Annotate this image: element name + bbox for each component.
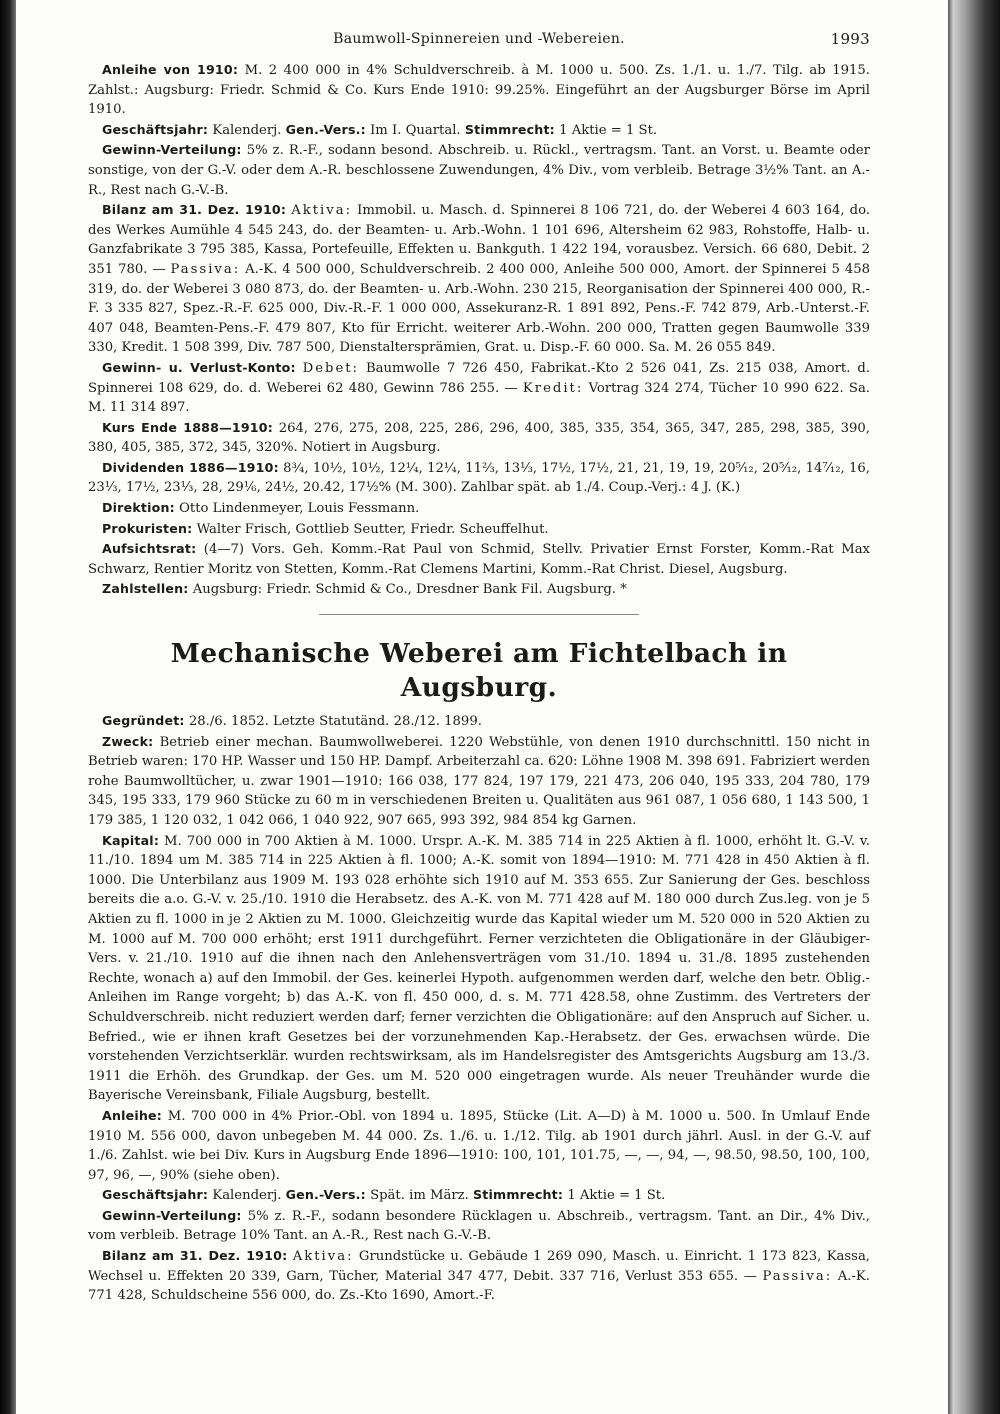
entry-kurs (88, 418, 870, 458)
label-bilanz-2: Bilanz am 31. Dez. 1910: (102, 1248, 288, 1264)
text-gewinn-verteilung: 5% z. R.-F., sodann besond. Abschreib. u. Rückl., vertragsm. Tant. an Vorst. u. Beamte oder sonstige, von der G.-V. oder dem A.-R. beschlossene Zuwendungen, 4% Div., vom verbleib. Betrage 3½% Tant. an A.-R., Rest nach G.-V.-B. (88, 143, 870, 198)
label-bilanz: Bilanz am 31. Dez. 1910: (102, 202, 287, 218)
text-aktiva: Immobil. u. Masch. d. Spinnerei 8 106 721, do. der Weberei 4 603 164, do. des Werkes Aumühle 4 545 243, do. der Beamten- u. Arb.-Wohn. 1 101 696, Altersheim 62 983, Rohstoffe, Halb- u. Ganzfabrikate 3 795 385, Kassa, Portefeuille, Effekten u. Bankguth. 1 422 194, vorausbez. Versich. 66 680, Debit. 2 351 780. — (88, 203, 871, 277)
label-kapital: Kapital: (102, 832, 160, 848)
entry-kapital (88, 831, 870, 1106)
entry-gegruendet (88, 711, 870, 732)
text-debet: Baumwolle 7 726 450, Fabrikat.-Kto 2 526 041, Zs. 215 038, Amort. d. Spinnerei 108 629, do. d. Weberei 62 480, Gewinn 786 255. — (88, 360, 870, 396)
label-genvers: Gen.-Vers.: (285, 121, 366, 137)
text-kredit: Vortrag 324 274, Tücher 10 990 622. Sa. M. 11 314 897. (88, 380, 871, 416)
text-dividenden: 8¾, 10½, 10½, 12¼, 12¼, 11⅔, 13⅓, 17½, 17½, 21, 21, 19, 19, 20⁵⁄₁₂, 20⁵⁄₁₂, 14⁷⁄₁₂, 16, 23⅓, 17½, 23⅓, 28, 29⅙, 24½, 20.42, 17½% (M. 300). Zahlbar spät. ab 1./4. Coup.-Verj.: 4 J. (K.) (88, 460, 870, 496)
scan-edge-left (0, 0, 16, 1414)
entry-bilanz (88, 200, 870, 358)
text-passiva-2: A.-K. 771 428, Schuldscheine 556 000, do. Zs.-Kto 1690, Amort.-F. (88, 1268, 870, 1304)
label-geschaeftsjahr: Geschäftsjahr: (102, 121, 209, 137)
text-genvers-2: Spät. im März. (370, 1188, 469, 1204)
text-geschaeftsjahr-2: Kalenderj. (212, 1188, 282, 1204)
text-prokuristen: Walter Frisch, Gottlieb Seutter, Friedr. Scheuffelhut. (196, 521, 549, 537)
label-zweck: Zweck: (102, 733, 154, 749)
text-anleihe: M. 700 000 in 4% Prior.-Obl. von 1894 u. 1895, Stücke (Lit. A—D) à M. 1000 u. 500. In Umlauf Ende 1910 M. 556 000, davon unbegeben M. 44 000. Zs. 1./6. u. 1./12. Tilg. ab 1901 durch jährl. Ausl. in der G.-V. auf 1./6. Zahlst. wie bei Div. Kurs in Augsburg Ende 1896—1910: 100, 101, 101.75, —, —, 94, —, 98.50, 98.50, 100, 100, 97, 96, —, 90% (siehe oben). (88, 1108, 870, 1183)
label-aufsichtsrat: Aufsichtsrat: (102, 541, 197, 557)
label-passiva-2: Passiva: (762, 1268, 833, 1284)
document-page (88, 30, 870, 1306)
label-passiva: Passiva: (170, 261, 241, 277)
entry-bilanz-2 (88, 1246, 870, 1306)
company-title: Mechanische Weberei am Fichtelbach in Augsburg. (170, 638, 788, 704)
running-header (88, 30, 870, 52)
label-aktiva-2: Aktiva: (292, 1249, 354, 1265)
label-prokuristen: Prokuristen: (102, 520, 193, 536)
text-stimmrecht: 1 Aktie = 1 St. (559, 122, 658, 138)
entry-dividenden (88, 458, 870, 498)
text-aufsichtsrat: (4—7) Vors. Geh. Komm.-Rat Paul von Schmid, Stellv. Privatier Ernst Forster, Komm.-Rat Max Schwarz, Rentier Moritz von Stetten, Komm.-Rat Clemens Martini, Komm.-Rat Christ. Diesel, Augsburg. (88, 542, 870, 577)
text-genvers: Im I. Quartal. (370, 122, 461, 138)
label-direktion: Direktion: (102, 500, 175, 516)
label-aktiva: Aktiva: (291, 203, 353, 219)
label-stimmrecht-2: Stimmrecht: (473, 1187, 564, 1203)
label-gewinn-verlust-konto: Gewinn- u. Verlust-Konto: (102, 359, 296, 375)
text-kapital: M. 700 000 in 700 Aktien à M. 1000. Urspr. A.-K. M. 385 714 in 225 Aktien à fl. 1000, erhöht lt. G.-V. v. 11./10. 1894 um M. 385 714 in 225 Aktien à fl. 1000; A.-K. somit von 1894—1910: M. 771 428 in 450 Aktien à fl. 1000. Die Unterbilanz aus 1909 M. 193 028 erhöhte sich 1910 auf M. 353 655. Zur Sanierung der Ges. beschloss bereits die a.o. G.-V. v. 25./10. 1910 die Herabsetz. des A.-K. von M. 771 428 auf M. 180 000 durch Zus.leg. von je 5 Aktien zu fl. 1000 in je 2 Aktien zu M. 1000. Gleichzeitig wurde das Kapital wieder um M. 520 000 in 520 Aktien zu M. 1000 auf M. 700 000 erhöht; erst 1911 durchgeführt. Ferner verzichteten die Obligationäre in der Gläubiger-Vers. v. 21./10. 1910 auf die ihnen nach den Anlehensverträgen vom 31./10. 1894 u. 31./8. 1895 zustehenden Rechte, wonach a) auf den Immobil. der Ges. keinerlei Hypoth. aufgenommen werden darf, welche den betr. Oblig.-Anleihen im Range vorgeht; b) das A.-K. von fl. 450 000, d. s. M. 771 428.58, ohne Zustimm. des Vertreters der Schuldverschreib. nicht reduziert werden darf; ferner verzichten die Obligationäre: auf den Anspruch auf Sicher. u. Befried., wie er ihnen kraft Gesetzes bei der vorzunehmenden Kap.-Herabsetz. der Ges. erwachsen würde. Die vorstehenden Verzichtserklär. wurden rechtswirksam, als im Handelsregister des Amtsgerichts Augsburg am 13./3. 1911 die Erhöh. des Grundkap. der Ges. um M. 520 000 eingetragen wurde. Als neuer Treuhänder wurde die Bayerische Vereinsbank, Filiale Augsburg, bestellt. (88, 833, 870, 1104)
entry-prokuristen (88, 519, 870, 540)
entry-geschaeftsjahr (88, 120, 870, 141)
text-gewinn-verteilung-2: 5% z. R.-F., sodann besondere Rücklagen u. Abschreib., vertragsm. Tant. an Dir., 4% Div., vom verbleib. Betrage 10% Tant. an A.-R., Rest nach G.-V.-B. (88, 1208, 870, 1244)
text-zahlstellen: Augsburg: Friedr. Schmid & Co., Dresdner Bank Fil. Augsburg. * (192, 582, 627, 598)
section-divider (319, 614, 639, 615)
page-number: 1993 (830, 30, 870, 48)
entry-zahlstellen (88, 579, 870, 600)
entry-aufsichtsrat (88, 539, 870, 579)
entry-gewinn-verlust-konto (88, 358, 870, 418)
label-gewinn-verteilung: Gewinn-Verteilung: (102, 142, 242, 158)
text-zweck: Betrieb einer mechan. Baumwollweberei. 1220 Webstühle, von denen 1910 durchschnittl. 150 nicht in Betrieb waren: 170 HP. Wasser und 150 HP. Dampf. Arbeiterzahl ca. 620: Löhne 1908 M. 398 691. Fabriziert werden rohe Baumwolltücher, u. zwar 1901—1910: 166 038, 177 824, 197 179, 221 473, 206 040, 195 333, 204 780, 179 345, 195 333, 179 960 Stücke zu 60 m in verschiedenen Breiten u. Qualitäten aus 961 087, 1 056 680, 1 143 500, 1 179 385, 1 120 032, 1 042 066, 1 040 922, 907 665, 993 392, 984 854 kg Garnen. (88, 734, 871, 828)
text-anleihe-1910: M. 2 400 000 in 4% Schuldverschreib. à M. 1000 u. 500. Zs. 1./1. u. 1./7. Tilg. ab 1915. Zahlst.: Augsburg: Friedr. Schmid & Co. Kurs Ende 1910: 99.25%. Eingeführt an der Augsburger Börse im April 1910. (88, 63, 870, 118)
label-anleihe-1910: Anleihe von 1910: (102, 62, 239, 77)
text-passiva: A.-K. 4 500 000, Schuldverschreib. 2 400 000, Anleihe 500 000, Amort. der Spinnerei 5 458 319, do. der Weberei 3 080 873, do. der Beamten- u. Arb.-Wohn. 230 215, Reorganisation der Spinnerei 400 000, R.-F. 3 335 827, Spez.-R.-F. 625 000, Div.-R.-F. 1 000 000, Assekuranz-R. 1 891 892, Pens.-F. 742 879, Arb.-Unterst.-F. 407 048, Beamten-Pens.-F. 479 807, Kto für Erricht. weiterer Arb.-Wohn. 200 000, Tratten gegen Baumwolle 339 330, Kredit. 1 508 399, Div. 787 500, Dienstaltersprämien, Grat. u. Disp.-F. 60 000. Sa. M. 26 055 849. (88, 261, 871, 356)
text-gegruendet: 28./6. 1852. Letzte Statutänd. 28./12. 1899. (188, 714, 482, 730)
label-kurs: Kurs Ende 1888—1910: (102, 419, 273, 435)
label-gewinn-verteilung-2: Gewinn-Verteilung: (102, 1207, 242, 1223)
entry-gewinn-verteilung (88, 140, 870, 200)
text-direktion: Otto Lindenmeyer, Louis Fessmann. (179, 501, 420, 517)
label-debet: Debet: (302, 360, 359, 376)
label-geschaeftsjahr-2: Geschäftsjahr: (102, 1187, 209, 1203)
label-anleihe: Anleihe: (102, 1107, 163, 1123)
entry-anleihe (88, 1106, 870, 1185)
entry-zweck (88, 732, 870, 831)
label-genvers-2: Gen.-Vers.: (285, 1187, 366, 1203)
entry-direktion (88, 498, 870, 519)
label-stimmrecht: Stimmrecht: (464, 121, 555, 137)
label-gegruendet: Gegründet: (102, 713, 185, 729)
entry-gewinn-verteilung-2 (88, 1206, 870, 1246)
label-kredit: Kredit: (522, 380, 584, 396)
entry-geschaeftsjahr-2 (88, 1185, 870, 1206)
text-stimmrecht-2: 1 Aktie = 1 St. (567, 1188, 666, 1204)
label-zahlstellen: Zahlstellen: (102, 581, 189, 597)
label-dividenden: Dividenden 1886—1910: (102, 459, 279, 475)
text-aktiva-2: Grundstücke u. Gebäude 1 269 090, Masch. u. Einricht. 1 173 823, Kassa, Wechsel u. Effekten 20 339, Garn, Tücher, Material 347 477, Debit. 337 716, Verlust 353 655. — (88, 1249, 870, 1284)
running-header-title: Baumwoll-Spinnereien und -Webereien. (333, 31, 625, 47)
text-kurs: 264, 276, 275, 208, 225, 286, 296, 400, 385, 335, 354, 365, 347, 285, 298, 385, 390, 380, 405, 385, 372, 345, 320%. Notiert in Augsburg. (88, 420, 870, 456)
text-geschaeftsjahr: Kalenderj. (212, 122, 282, 138)
scan-edge-right (948, 0, 1000, 1414)
entry-anleihe-1910 (88, 60, 870, 120)
